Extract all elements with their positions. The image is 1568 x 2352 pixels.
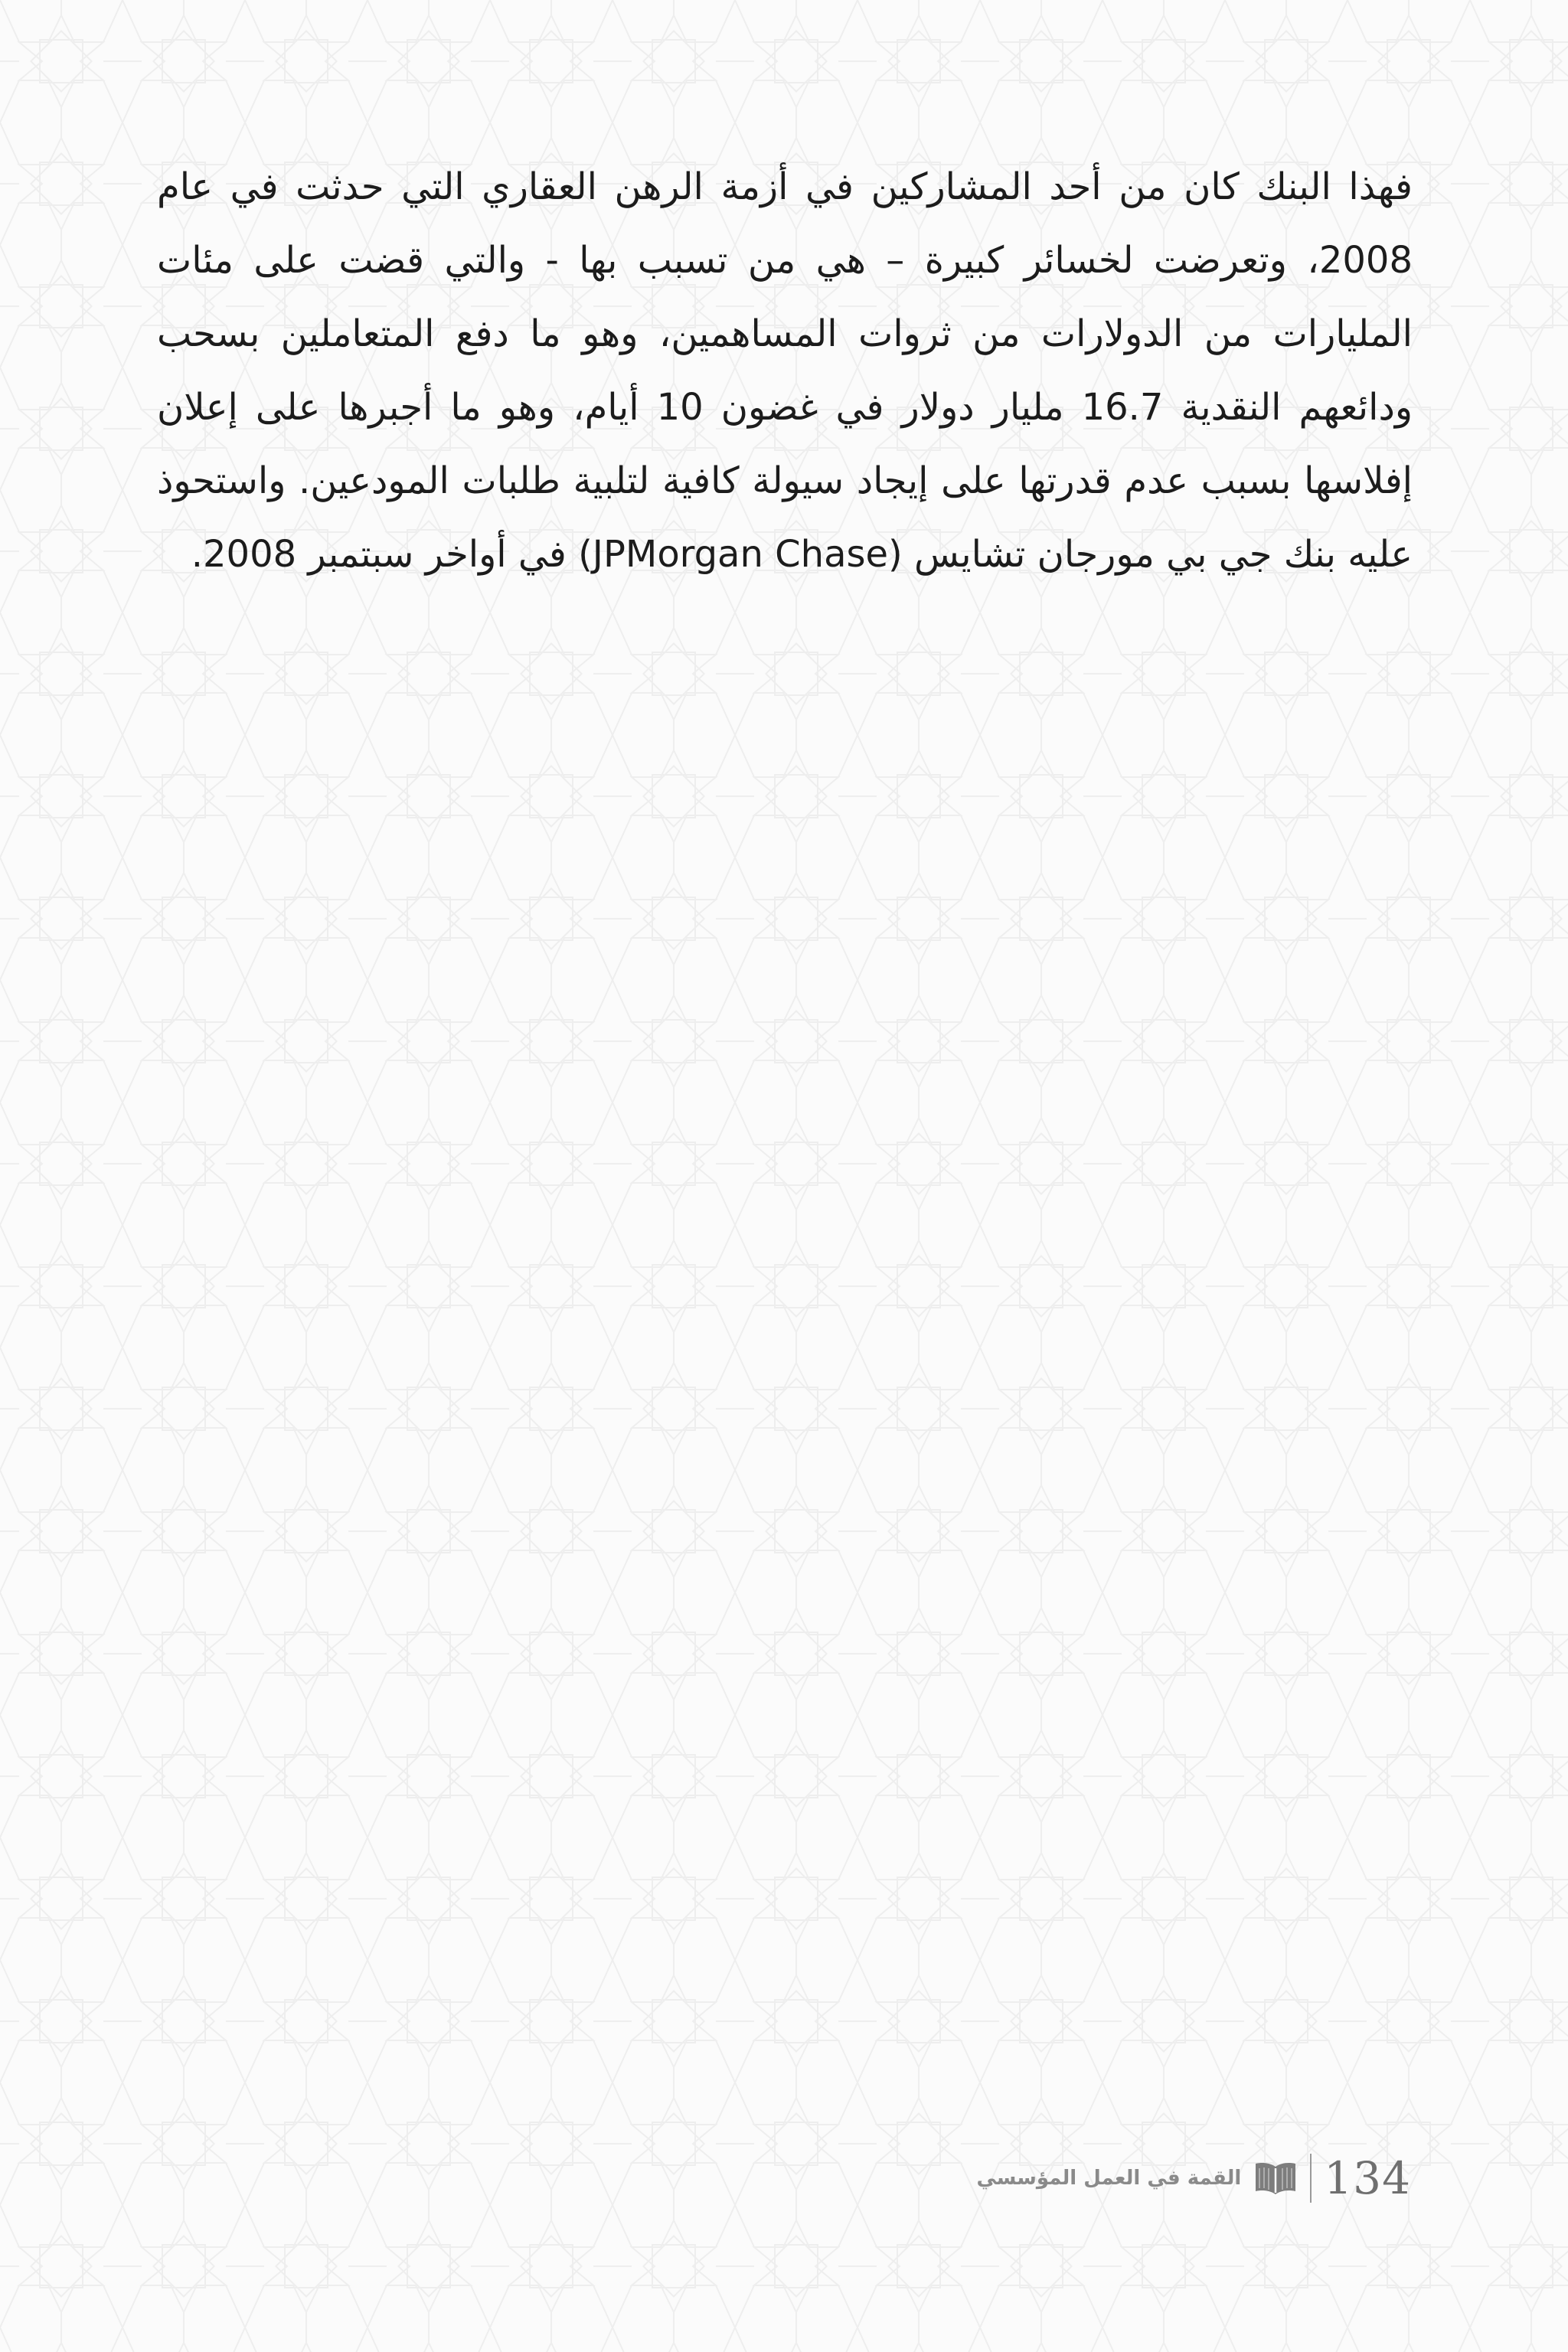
page-number: 134	[1324, 2152, 1411, 2204]
footer-divider	[1310, 2154, 1312, 2203]
body-paragraph: فهذا البنك كان من أحد المشاركين في أزمة الرهن العقاري التي حدثت في عام 2008، وتعرضت لخسائر كبيرة – هي من تسبب بها - والتي قضت على مئات المليارات من الدولارات من ثروات المساهمين، وهو ما دفع المتعاملين بسحب ودائعهم النقدية 16.7 مليار دولار في غضون 10 أيام، وهو ما أجبرها على إعلان إفلاسها بسبب عدم قدرتها على إيجاد سيولة كافية لتلبية طلبات المودعين. واستحوذ عليه بنك جي بي مورجان تشايس (JPMorgan Chase) في أواخر سبتمبر 2008.	[157, 165, 1413, 576]
page-footer	[976, 2144, 1411, 2213]
open-book-icon	[1253, 2161, 1298, 2196]
book-title: القمة في العمل المؤسسي	[976, 2167, 1242, 2190]
